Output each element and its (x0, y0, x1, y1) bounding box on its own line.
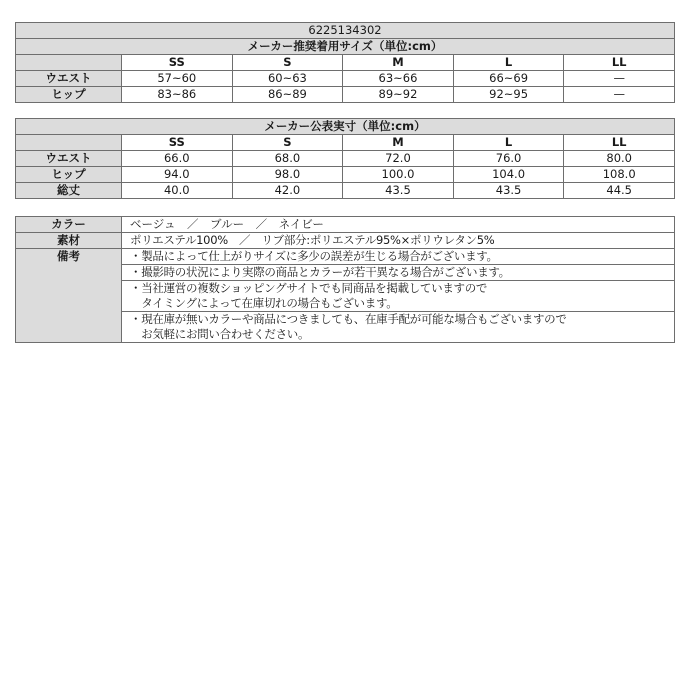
size-header-row (16, 55, 675, 71)
size-header: LL (564, 55, 675, 71)
size-header: M (343, 135, 454, 151)
table-cell: 104.0 (453, 167, 564, 183)
table-row (16, 71, 675, 87)
info-row-notes (16, 249, 675, 265)
row-label: 総丈 (16, 183, 122, 199)
size-header: SS (122, 55, 233, 71)
row-label: ヒップ (16, 167, 122, 183)
size-header: M (343, 55, 454, 71)
table-row (16, 87, 675, 103)
product-code: 6225134302 (16, 23, 675, 39)
table-cell: 86~89 (232, 87, 343, 103)
table-cell: 76.0 (453, 151, 564, 167)
table-cell: 89~92 (343, 87, 454, 103)
note-line: ・製品によって仕上がりサイズに多少の誤差が生じる場合がございます。 (122, 249, 675, 265)
table-cell: 98.0 (232, 167, 343, 183)
table-cell: 60~63 (232, 71, 343, 87)
recommended-title: メーカー推奨着用サイズ（単位:cm） (16, 39, 675, 55)
row-label: ヒップ (16, 87, 122, 103)
table-row (16, 183, 675, 199)
table-cell: 72.0 (343, 151, 454, 167)
table-cell: 68.0 (232, 151, 343, 167)
table-cell: 43.5 (343, 183, 454, 199)
row-label: ウエスト (16, 71, 122, 87)
material-value: ポリエステル100% ／ リブ部分:ポリエステル95%×ポリウレタン5% (122, 233, 675, 249)
corner-cell (16, 135, 122, 151)
table-cell: 66~69 (453, 71, 564, 87)
table-cell: 43.5 (453, 183, 564, 199)
recommended-size-table (15, 22, 675, 103)
official-size-table (15, 118, 675, 199)
size-header-row (16, 135, 675, 151)
official-title: メーカー公表実寸（単位:cm） (16, 119, 675, 135)
table-cell: 92~95 (453, 87, 564, 103)
table-cell: 40.0 (122, 183, 233, 199)
size-header: S (232, 55, 343, 71)
table-cell: 80.0 (564, 151, 675, 167)
corner-cell (16, 55, 122, 71)
size-header: L (453, 135, 564, 151)
table-cell: 94.0 (122, 167, 233, 183)
table-cell: 100.0 (343, 167, 454, 183)
table-cell: 108.0 (564, 167, 675, 183)
table-row (16, 167, 675, 183)
table-cell: 44.5 (564, 183, 675, 199)
note-line: ・現在庫が無いカラーや商品につきましても、在庫手配が可能な場合もございますので (122, 312, 675, 328)
table-cell: — (564, 87, 675, 103)
note-line: ・当社運営の複数ショッピングサイトでも同商品を掲載していますので (122, 281, 675, 297)
table-row (16, 151, 675, 167)
color-value: ベージュ ／ ブルー ／ ネイビー (122, 217, 675, 233)
table-cell: 57~60 (122, 71, 233, 87)
note-line: ・撮影時の状況により実際の商品とカラーが若干異なる場合がございます。 (122, 265, 675, 281)
note-line: お気軽にお問い合わせください。 (122, 327, 675, 343)
table-cell: 66.0 (122, 151, 233, 167)
notes-label: 備考 (16, 249, 122, 343)
info-row-material (16, 233, 675, 249)
table-cell: 63~66 (343, 71, 454, 87)
table-cell: 83~86 (122, 87, 233, 103)
color-label: カラー (16, 217, 122, 233)
row-label: ウエスト (16, 151, 122, 167)
note-line: タイミングによって在庫切れの場合もございます。 (122, 296, 675, 312)
size-header: SS (122, 135, 233, 151)
size-header: L (453, 55, 564, 71)
info-row-color (16, 217, 675, 233)
table-cell: 42.0 (232, 183, 343, 199)
material-label: 素材 (16, 233, 122, 249)
size-header: LL (564, 135, 675, 151)
table-cell: — (564, 71, 675, 87)
size-header: S (232, 135, 343, 151)
product-info-table (15, 216, 675, 343)
